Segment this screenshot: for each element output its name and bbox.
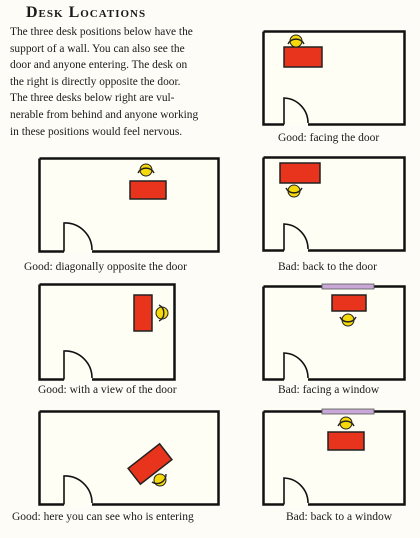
window bbox=[322, 409, 374, 414]
chair-icon bbox=[156, 305, 168, 321]
caption-view-of-door: Good: with a view of the door bbox=[38, 384, 177, 396]
desk bbox=[130, 181, 166, 199]
intro-line: the right is directly opposite the door. bbox=[10, 75, 181, 88]
door-arc bbox=[64, 351, 92, 380]
room-walls bbox=[264, 32, 285, 125]
page-title: Desk Locations bbox=[26, 4, 147, 21]
chair-icon bbox=[340, 314, 356, 326]
desk bbox=[328, 432, 364, 450]
intro-line: door and anyone entering. The desk on bbox=[10, 59, 188, 72]
room-diagram-view-of-door bbox=[38, 283, 176, 381]
room-diagram-facing-window bbox=[262, 283, 406, 381]
room-diagram-back-to-door bbox=[262, 156, 406, 252]
chair-icon bbox=[138, 164, 154, 176]
caption-diagonal: Good: diagonally opposite the door bbox=[24, 261, 187, 273]
caption-back-to-door: Bad: back to the door bbox=[278, 261, 378, 273]
caption-facing-door: Good: facing the door bbox=[278, 132, 380, 144]
room-diagram-back-to-window bbox=[262, 408, 406, 506]
door-arc bbox=[284, 224, 308, 251]
caption-see-entering: Good: here you can see who is entering bbox=[12, 511, 194, 523]
caption-back-to-window: Bad: back to a window bbox=[286, 511, 393, 523]
intro-line: The three desk positions below have the bbox=[10, 26, 193, 38]
intro-text bbox=[10, 24, 250, 140]
chair-icon bbox=[338, 417, 354, 429]
intro-line: The three desks below right are vul- bbox=[10, 92, 175, 105]
room-diagram-diagonal bbox=[38, 157, 220, 253]
desk bbox=[284, 47, 322, 67]
door-arc bbox=[64, 476, 92, 505]
intro-line: in these positions would feel nervous. bbox=[10, 125, 183, 138]
room-diagram-facing-door bbox=[262, 30, 406, 126]
desk bbox=[134, 295, 152, 331]
chair-icon bbox=[286, 185, 302, 197]
door-arc bbox=[284, 98, 308, 125]
door-arc bbox=[284, 478, 308, 505]
room-diagram-see-entering bbox=[38, 410, 220, 506]
window bbox=[322, 284, 374, 289]
desk bbox=[280, 163, 320, 183]
chair-icon bbox=[152, 474, 166, 486]
desk bbox=[332, 295, 366, 311]
intro-line: nerable from behind and anyone working bbox=[10, 108, 199, 121]
caption-facing-window: Bad: facing a window bbox=[278, 384, 380, 396]
door-arc bbox=[64, 223, 92, 252]
door-arc bbox=[284, 353, 308, 380]
chair-icon bbox=[288, 35, 304, 47]
intro-line: support of a wall. You can also see the bbox=[10, 42, 185, 55]
